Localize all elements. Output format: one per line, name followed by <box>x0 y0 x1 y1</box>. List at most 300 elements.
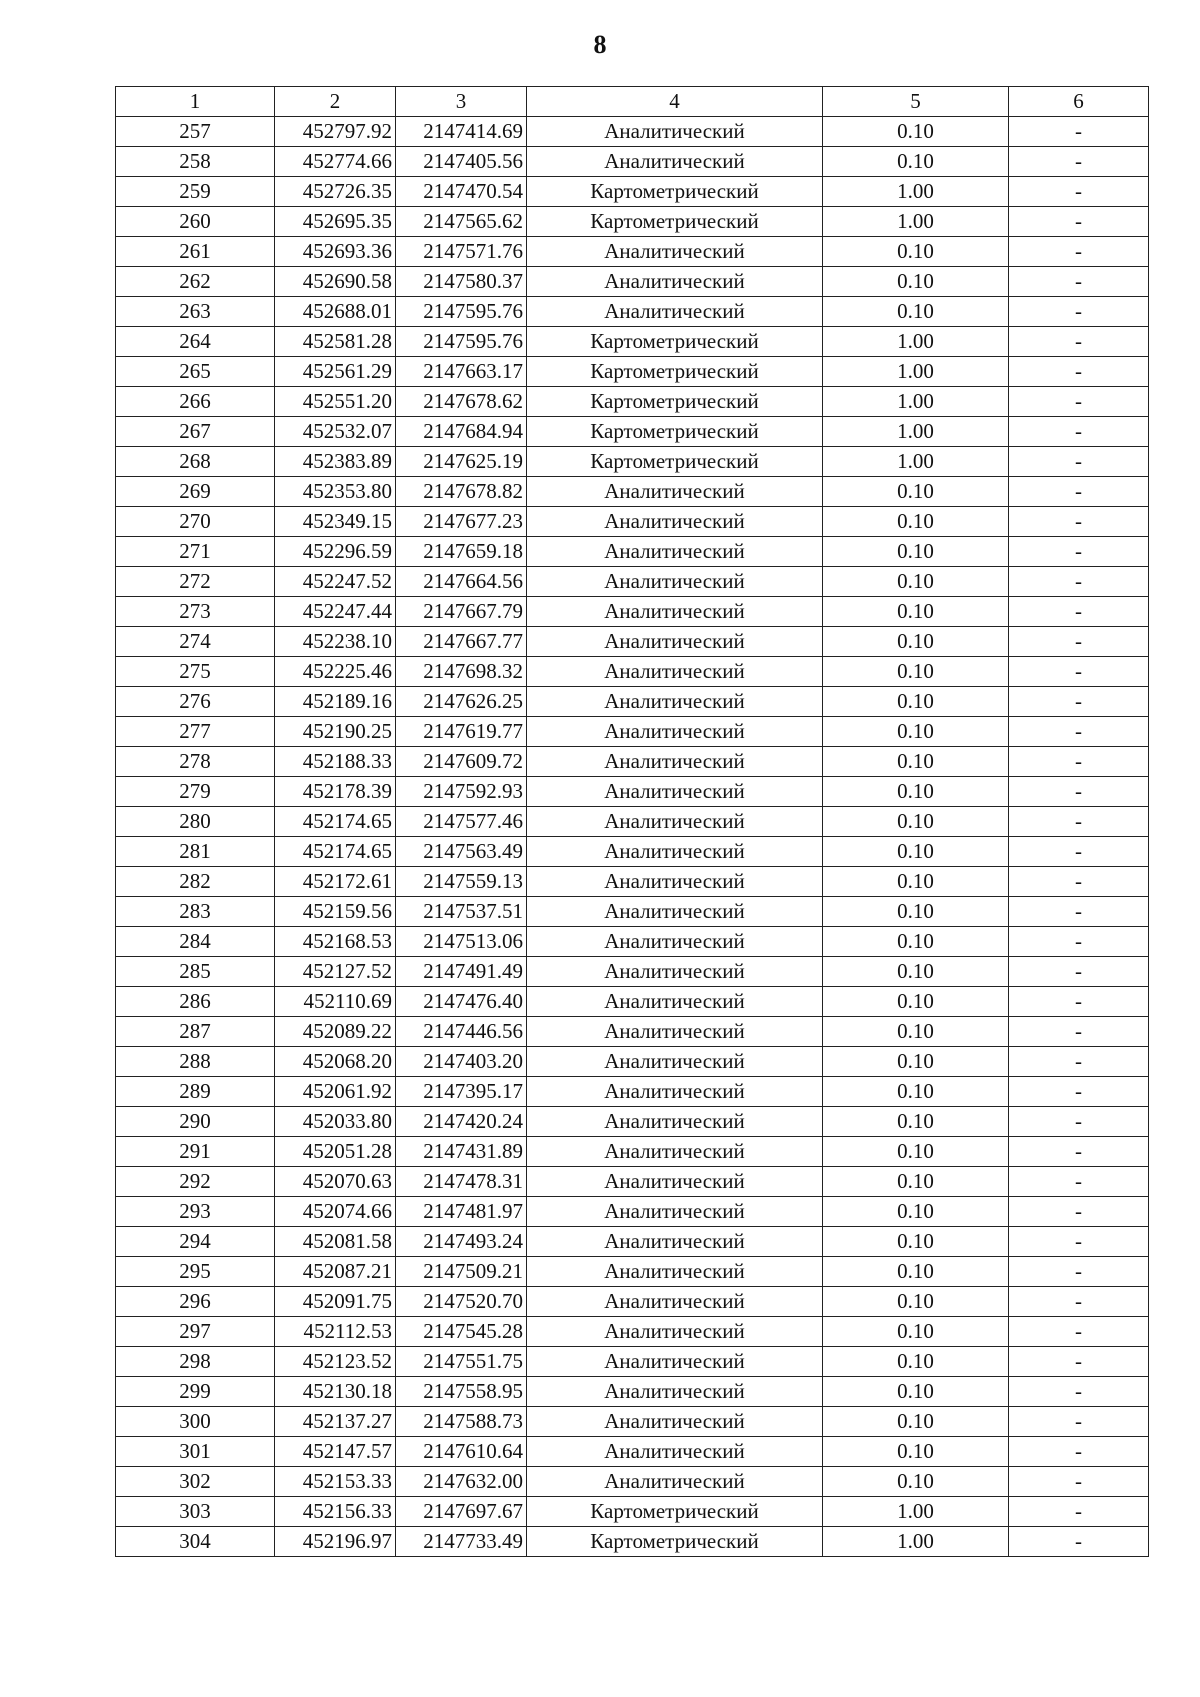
cell-method: Картометрический <box>527 1527 823 1557</box>
table-row <box>116 447 1149 477</box>
cell-point-number: 297 <box>116 1317 275 1347</box>
cell-note: - <box>1009 477 1149 507</box>
table-row <box>116 807 1149 837</box>
cell-coord-x: 452532.07 <box>275 417 396 447</box>
cell-accuracy: 0.10 <box>823 147 1009 177</box>
cell-note: - <box>1009 267 1149 297</box>
header-cell-5: 5 <box>823 87 1009 117</box>
cell-coord-y: 2147395.17 <box>396 1077 527 1107</box>
cell-coord-y: 2147663.17 <box>396 357 527 387</box>
cell-note: - <box>1009 147 1149 177</box>
table-row <box>116 1287 1149 1317</box>
cell-note: - <box>1009 1347 1149 1377</box>
cell-coord-y: 2147431.89 <box>396 1137 527 1167</box>
cell-accuracy: 0.10 <box>823 627 1009 657</box>
cell-note: - <box>1009 327 1149 357</box>
cell-accuracy: 0.10 <box>823 687 1009 717</box>
cell-accuracy: 0.10 <box>823 1467 1009 1497</box>
cell-coord-y: 2147678.62 <box>396 387 527 417</box>
cell-accuracy: 0.10 <box>823 927 1009 957</box>
cell-point-number: 296 <box>116 1287 275 1317</box>
table-row <box>116 657 1149 687</box>
table-row <box>116 1077 1149 1107</box>
cell-coord-y: 2147664.56 <box>396 567 527 597</box>
cell-note: - <box>1009 1137 1149 1167</box>
cell-point-number: 298 <box>116 1347 275 1377</box>
cell-note: - <box>1009 1287 1149 1317</box>
cell-point-number: 301 <box>116 1437 275 1467</box>
cell-coord-x: 452087.21 <box>275 1257 396 1287</box>
cell-method: Аналитический <box>527 1137 823 1167</box>
cell-point-number: 303 <box>116 1497 275 1527</box>
cell-point-number: 265 <box>116 357 275 387</box>
table-row <box>116 1497 1149 1527</box>
cell-method: Аналитический <box>527 1347 823 1377</box>
cell-note: - <box>1009 567 1149 597</box>
cell-coord-x: 452688.01 <box>275 297 396 327</box>
cell-point-number: 294 <box>116 1227 275 1257</box>
cell-coord-y: 2147446.56 <box>396 1017 527 1047</box>
cell-accuracy: 1.00 <box>823 1497 1009 1527</box>
cell-accuracy: 0.10 <box>823 597 1009 627</box>
cell-accuracy: 0.10 <box>823 897 1009 927</box>
cell-accuracy: 0.10 <box>823 1077 1009 1107</box>
cell-point-number: 264 <box>116 327 275 357</box>
table-row <box>116 1197 1149 1227</box>
cell-accuracy: 0.10 <box>823 1227 1009 1257</box>
cell-method: Аналитический <box>527 237 823 267</box>
cell-coord-x: 452174.65 <box>275 807 396 837</box>
cell-coord-y: 2147609.72 <box>396 747 527 777</box>
cell-coord-x: 452383.89 <box>275 447 396 477</box>
cell-accuracy: 1.00 <box>823 447 1009 477</box>
cell-accuracy: 0.10 <box>823 837 1009 867</box>
cell-point-number: 260 <box>116 207 275 237</box>
cell-method: Аналитический <box>527 1467 823 1497</box>
cell-coord-y: 2147493.24 <box>396 1227 527 1257</box>
table-row <box>116 1137 1149 1167</box>
cell-coord-y: 2147563.49 <box>396 837 527 867</box>
cell-method: Аналитический <box>527 477 823 507</box>
cell-note: - <box>1009 777 1149 807</box>
table-row <box>116 897 1149 927</box>
cell-coord-x: 452110.69 <box>275 987 396 1017</box>
cell-coord-y: 2147405.56 <box>396 147 527 177</box>
cell-accuracy: 0.10 <box>823 717 1009 747</box>
cell-coord-x: 452123.52 <box>275 1347 396 1377</box>
table-row <box>116 1407 1149 1437</box>
cell-coord-y: 2147610.64 <box>396 1437 527 1467</box>
cell-note: - <box>1009 657 1149 687</box>
cell-coord-x: 452068.20 <box>275 1047 396 1077</box>
table-row <box>116 1347 1149 1377</box>
cell-method: Картометрический <box>527 417 823 447</box>
cell-method: Картометрический <box>527 357 823 387</box>
cell-method: Аналитический <box>527 1377 823 1407</box>
cell-coord-x: 452238.10 <box>275 627 396 657</box>
cell-point-number: 274 <box>116 627 275 657</box>
cell-coord-x: 452581.28 <box>275 327 396 357</box>
cell-accuracy: 0.10 <box>823 1257 1009 1287</box>
cell-method: Аналитический <box>527 897 823 927</box>
cell-coord-y: 2147420.24 <box>396 1107 527 1137</box>
cell-method: Аналитический <box>527 1167 823 1197</box>
cell-coord-y: 2147509.21 <box>396 1257 527 1287</box>
cell-coord-x: 452127.52 <box>275 957 396 987</box>
cell-accuracy: 0.10 <box>823 477 1009 507</box>
cell-note: - <box>1009 1377 1149 1407</box>
cell-point-number: 279 <box>116 777 275 807</box>
table-row <box>116 687 1149 717</box>
cell-note: - <box>1009 717 1149 747</box>
cell-coord-y: 2147577.46 <box>396 807 527 837</box>
cell-note: - <box>1009 957 1149 987</box>
cell-point-number: 263 <box>116 297 275 327</box>
cell-coord-y: 2147559.13 <box>396 867 527 897</box>
cell-note: - <box>1009 807 1149 837</box>
cell-note: - <box>1009 1437 1149 1467</box>
cell-point-number: 273 <box>116 597 275 627</box>
cell-accuracy: 0.10 <box>823 1407 1009 1437</box>
cell-coord-x: 452690.58 <box>275 267 396 297</box>
header-cell-3: 3 <box>396 87 527 117</box>
cell-point-number: 266 <box>116 387 275 417</box>
cell-accuracy: 0.10 <box>823 1047 1009 1077</box>
table-row <box>116 987 1149 1017</box>
cell-note: - <box>1009 927 1149 957</box>
cell-method: Картометрический <box>527 387 823 417</box>
cell-coord-y: 2147677.23 <box>396 507 527 537</box>
table-row <box>116 207 1149 237</box>
cell-note: - <box>1009 1167 1149 1197</box>
cell-point-number: 258 <box>116 147 275 177</box>
cell-note: - <box>1009 687 1149 717</box>
cell-coord-x: 452349.15 <box>275 507 396 537</box>
cell-note: - <box>1009 1497 1149 1527</box>
cell-coord-y: 2147537.51 <box>396 897 527 927</box>
cell-point-number: 292 <box>116 1167 275 1197</box>
cell-note: - <box>1009 1197 1149 1227</box>
cell-method: Аналитический <box>527 1227 823 1257</box>
table-row <box>116 1107 1149 1137</box>
cell-method: Аналитический <box>527 297 823 327</box>
table-row <box>116 837 1149 867</box>
cell-coord-y: 2147684.94 <box>396 417 527 447</box>
cell-method: Аналитический <box>527 747 823 777</box>
cell-coord-y: 2147632.00 <box>396 1467 527 1497</box>
table-row <box>116 747 1149 777</box>
cell-coord-x: 452196.97 <box>275 1527 396 1557</box>
cell-method: Аналитический <box>527 1017 823 1047</box>
cell-point-number: 278 <box>116 747 275 777</box>
cell-point-number: 299 <box>116 1377 275 1407</box>
cell-coord-y: 2147478.31 <box>396 1167 527 1197</box>
cell-coord-x: 452033.80 <box>275 1107 396 1137</box>
cell-note: - <box>1009 447 1149 477</box>
cell-method: Аналитический <box>527 1077 823 1107</box>
cell-method: Аналитический <box>527 777 823 807</box>
cell-point-number: 288 <box>116 1047 275 1077</box>
cell-accuracy: 1.00 <box>823 207 1009 237</box>
cell-point-number: 261 <box>116 237 275 267</box>
cell-method: Аналитический <box>527 627 823 657</box>
cell-accuracy: 0.10 <box>823 1287 1009 1317</box>
cell-note: - <box>1009 1467 1149 1497</box>
cell-coord-y: 2147678.82 <box>396 477 527 507</box>
cell-accuracy: 0.10 <box>823 297 1009 327</box>
cell-note: - <box>1009 297 1149 327</box>
cell-note: - <box>1009 987 1149 1017</box>
cell-point-number: 275 <box>116 657 275 687</box>
cell-method: Аналитический <box>527 1197 823 1227</box>
table-row <box>116 627 1149 657</box>
cell-method: Аналитический <box>527 1257 823 1287</box>
cell-coord-y: 2147513.06 <box>396 927 527 957</box>
cell-coord-x: 452153.33 <box>275 1467 396 1497</box>
cell-coord-x: 452112.53 <box>275 1317 396 1347</box>
cell-method: Картометрический <box>527 447 823 477</box>
cell-point-number: 285 <box>116 957 275 987</box>
header-cell-1: 1 <box>116 87 275 117</box>
table-row <box>116 717 1149 747</box>
cell-coord-x: 452172.61 <box>275 867 396 897</box>
cell-note: - <box>1009 867 1149 897</box>
cell-coord-y: 2147571.76 <box>396 237 527 267</box>
cell-accuracy: 0.10 <box>823 537 1009 567</box>
cell-coord-y: 2147520.70 <box>396 1287 527 1317</box>
cell-coord-x: 452726.35 <box>275 177 396 207</box>
cell-point-number: 259 <box>116 177 275 207</box>
cell-coord-x: 452051.28 <box>275 1137 396 1167</box>
table-row <box>116 1467 1149 1497</box>
cell-accuracy: 1.00 <box>823 417 1009 447</box>
cell-coord-y: 2147733.49 <box>396 1527 527 1557</box>
cell-method: Аналитический <box>527 1107 823 1137</box>
table-row <box>116 177 1149 207</box>
cell-point-number: 283 <box>116 897 275 927</box>
cell-method: Аналитический <box>527 567 823 597</box>
cell-point-number: 289 <box>116 1077 275 1107</box>
cell-coord-y: 2147565.62 <box>396 207 527 237</box>
table-row <box>116 567 1149 597</box>
table-row <box>116 507 1149 537</box>
table-row <box>116 867 1149 897</box>
table-row <box>116 957 1149 987</box>
cell-method: Аналитический <box>527 537 823 567</box>
cell-point-number: 304 <box>116 1527 275 1557</box>
cell-coord-x: 452693.36 <box>275 237 396 267</box>
cell-coord-x: 452225.46 <box>275 657 396 687</box>
cell-method: Картометрический <box>527 177 823 207</box>
cell-coord-x: 452070.63 <box>275 1167 396 1197</box>
table-row <box>116 1227 1149 1257</box>
cell-note: - <box>1009 117 1149 147</box>
cell-coord-y: 2147626.25 <box>396 687 527 717</box>
cell-note: - <box>1009 1107 1149 1137</box>
cell-note: - <box>1009 1407 1149 1437</box>
cell-coord-x: 452081.58 <box>275 1227 396 1257</box>
cell-coord-x: 452190.25 <box>275 717 396 747</box>
cell-method: Аналитический <box>527 867 823 897</box>
cell-point-number: 290 <box>116 1107 275 1137</box>
cell-accuracy: 0.10 <box>823 567 1009 597</box>
header-cell-2: 2 <box>275 87 396 117</box>
cell-note: - <box>1009 627 1149 657</box>
table-row <box>116 147 1149 177</box>
cell-method: Аналитический <box>527 1437 823 1467</box>
cell-method: Картометрический <box>527 207 823 237</box>
cell-coord-y: 2147667.77 <box>396 627 527 657</box>
cell-method: Аналитический <box>527 1287 823 1317</box>
cell-method: Аналитический <box>527 957 823 987</box>
cell-coord-y: 2147588.73 <box>396 1407 527 1437</box>
cell-accuracy: 1.00 <box>823 177 1009 207</box>
cell-point-number: 270 <box>116 507 275 537</box>
cell-coord-y: 2147625.19 <box>396 447 527 477</box>
cell-coord-y: 2147414.69 <box>396 117 527 147</box>
cell-note: - <box>1009 537 1149 567</box>
cell-point-number: 293 <box>116 1197 275 1227</box>
cell-point-number: 268 <box>116 447 275 477</box>
cell-note: - <box>1009 1527 1149 1557</box>
cell-point-number: 262 <box>116 267 275 297</box>
cell-coord-y: 2147558.95 <box>396 1377 527 1407</box>
cell-coord-x: 452074.66 <box>275 1197 396 1227</box>
table-row <box>116 297 1149 327</box>
cell-note: - <box>1009 1317 1149 1347</box>
cell-coord-y: 2147491.49 <box>396 957 527 987</box>
cell-coord-y: 2147545.28 <box>396 1317 527 1347</box>
cell-method: Аналитический <box>527 657 823 687</box>
cell-note: - <box>1009 507 1149 537</box>
cell-point-number: 286 <box>116 987 275 1017</box>
table-row <box>116 1527 1149 1557</box>
cell-method: Аналитический <box>527 687 823 717</box>
cell-method: Аналитический <box>527 807 823 837</box>
table-row <box>116 1437 1149 1467</box>
cell-coord-y: 2147403.20 <box>396 1047 527 1077</box>
table-row <box>116 117 1149 147</box>
cell-accuracy: 0.10 <box>823 1017 1009 1047</box>
cell-accuracy: 0.10 <box>823 747 1009 777</box>
cell-method: Аналитический <box>527 927 823 957</box>
cell-coord-x: 452353.80 <box>275 477 396 507</box>
cell-coord-x: 452695.35 <box>275 207 396 237</box>
table-row <box>116 267 1149 297</box>
header-cell-4: 4 <box>527 87 823 117</box>
cell-coord-y: 2147580.37 <box>396 267 527 297</box>
cell-coord-y: 2147592.93 <box>396 777 527 807</box>
cell-accuracy: 0.10 <box>823 1317 1009 1347</box>
cell-coord-y: 2147551.75 <box>396 1347 527 1377</box>
cell-point-number: 300 <box>116 1407 275 1437</box>
cell-coord-x: 452156.33 <box>275 1497 396 1527</box>
cell-coord-x: 452159.56 <box>275 897 396 927</box>
cell-point-number: 257 <box>116 117 275 147</box>
cell-note: - <box>1009 207 1149 237</box>
cell-note: - <box>1009 417 1149 447</box>
cell-coord-x: 452188.33 <box>275 747 396 777</box>
cell-coord-x: 452296.59 <box>275 537 396 567</box>
cell-method: Аналитический <box>527 717 823 747</box>
table-row <box>116 1377 1149 1407</box>
cell-accuracy: 0.10 <box>823 657 1009 687</box>
cell-accuracy: 1.00 <box>823 387 1009 417</box>
cell-accuracy: 0.10 <box>823 117 1009 147</box>
cell-note: - <box>1009 357 1149 387</box>
cell-note: - <box>1009 837 1149 867</box>
cell-accuracy: 0.10 <box>823 267 1009 297</box>
cell-point-number: 281 <box>116 837 275 867</box>
header-row <box>116 87 1149 117</box>
cell-accuracy: 0.10 <box>823 237 1009 267</box>
cell-point-number: 302 <box>116 1467 275 1497</box>
cell-note: - <box>1009 1077 1149 1107</box>
cell-coord-x: 452147.57 <box>275 1437 396 1467</box>
cell-coord-y: 2147659.18 <box>396 537 527 567</box>
table-row <box>116 927 1149 957</box>
cell-coord-x: 452089.22 <box>275 1017 396 1047</box>
cell-method: Аналитический <box>527 1047 823 1077</box>
cell-coord-x: 452178.39 <box>275 777 396 807</box>
table-row <box>116 1317 1149 1347</box>
cell-accuracy: 0.10 <box>823 807 1009 837</box>
cell-accuracy: 0.10 <box>823 1377 1009 1407</box>
cell-note: - <box>1009 747 1149 777</box>
table-row <box>116 327 1149 357</box>
cell-coord-y: 2147698.32 <box>396 657 527 687</box>
cell-accuracy: 0.10 <box>823 1437 1009 1467</box>
cell-coord-y: 2147595.76 <box>396 297 527 327</box>
cell-method: Аналитический <box>527 837 823 867</box>
cell-accuracy: 0.10 <box>823 957 1009 987</box>
cell-point-number: 291 <box>116 1137 275 1167</box>
cell-accuracy: 0.10 <box>823 987 1009 1017</box>
cell-method: Аналитический <box>527 1317 823 1347</box>
cell-method: Аналитический <box>527 147 823 177</box>
cell-accuracy: 0.10 <box>823 1167 1009 1197</box>
cell-coord-x: 452247.44 <box>275 597 396 627</box>
table-row <box>116 237 1149 267</box>
cell-coord-x: 452774.66 <box>275 147 396 177</box>
cell-method: Аналитический <box>527 987 823 1017</box>
cell-point-number: 280 <box>116 807 275 837</box>
table-row <box>116 357 1149 387</box>
table-row <box>116 477 1149 507</box>
cell-method: Аналитический <box>527 597 823 627</box>
cell-note: - <box>1009 897 1149 927</box>
cell-note: - <box>1009 1017 1149 1047</box>
cell-coord-x: 452137.27 <box>275 1407 396 1437</box>
cell-point-number: 277 <box>116 717 275 747</box>
coordinates-table <box>115 86 1149 1557</box>
cell-method: Аналитический <box>527 507 823 537</box>
cell-coord-x: 452551.20 <box>275 387 396 417</box>
cell-accuracy: 1.00 <box>823 1527 1009 1557</box>
cell-coord-y: 2147619.77 <box>396 717 527 747</box>
cell-coord-x: 452130.18 <box>275 1377 396 1407</box>
table-body <box>116 117 1149 1557</box>
cell-point-number: 272 <box>116 567 275 597</box>
cell-point-number: 269 <box>116 477 275 507</box>
cell-point-number: 295 <box>116 1257 275 1287</box>
page-number: 8 <box>593 30 607 59</box>
cell-point-number: 271 <box>116 537 275 567</box>
cell-note: - <box>1009 1047 1149 1077</box>
table-row <box>116 777 1149 807</box>
cell-coord-y: 2147481.97 <box>396 1197 527 1227</box>
cell-accuracy: 0.10 <box>823 867 1009 897</box>
